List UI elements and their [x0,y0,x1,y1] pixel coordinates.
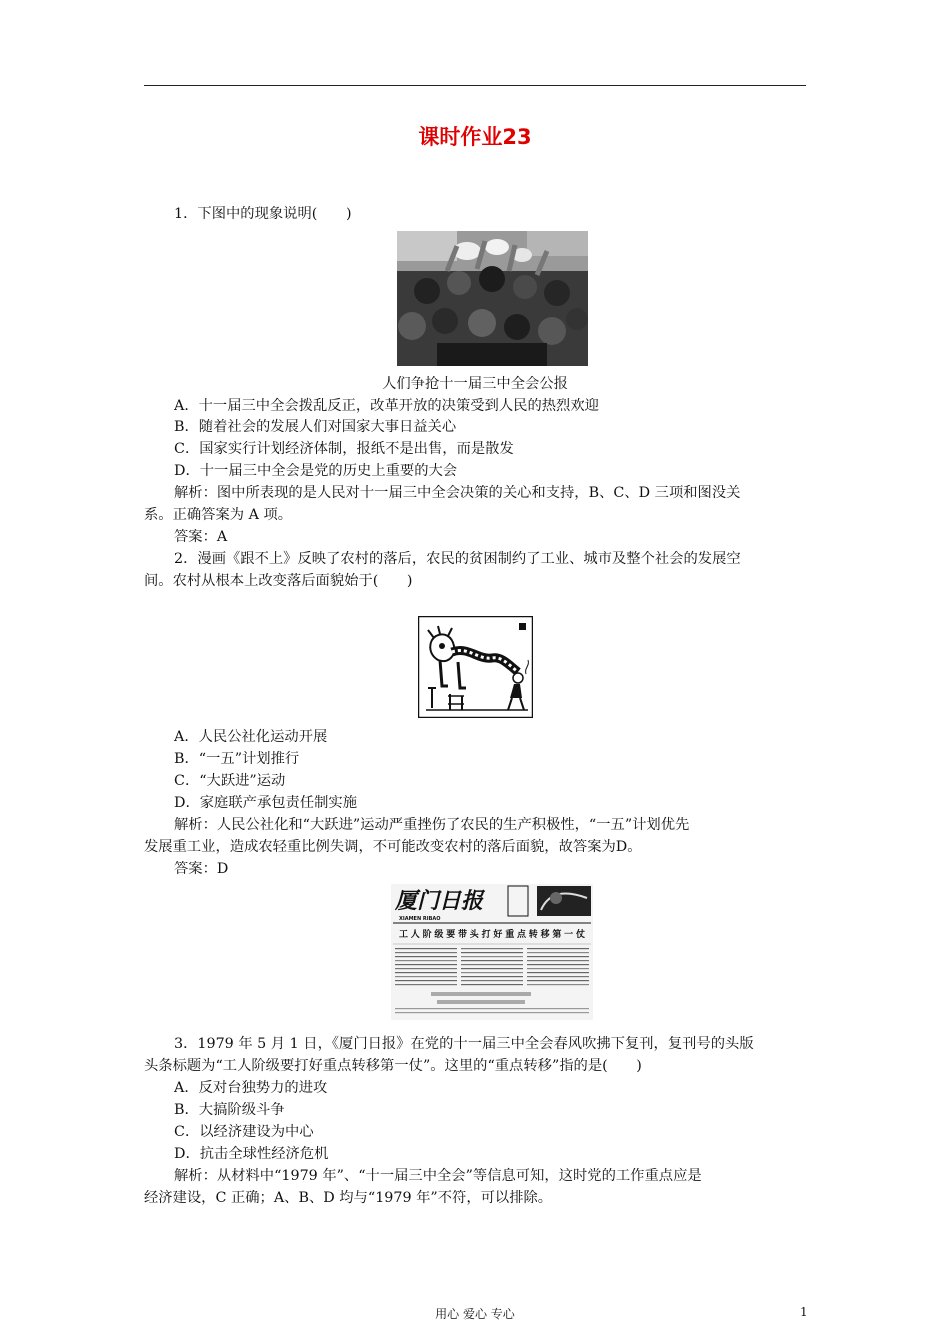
page-footer: 用心 爱心 专心 [435,1307,515,1321]
q3-option-c: C．以经济建设为中心 [174,1124,314,1140]
newspaper-headline: 工人阶级要带头打好重点转移第一仗 [399,930,585,940]
newspaper-front-page [391,884,593,1020]
question-3-stem-line-2: 头条标题为“工人阶级要打好重点转移第一仗”。这里的“重点转移”指的是( ) [144,1058,642,1074]
crowd-photo [397,231,588,366]
q3-analysis-line-1: 解析：从材料中“1979 年”、“十一届三中全会”等信息可知，这时党的工作重点应是 [174,1168,702,1184]
photo-caption: 人们争抢十一届三中全会公报 [382,376,568,392]
q1-option-b: B．随着社会的发展人们对国家大事日益关心 [174,419,457,435]
q2-option-d: D．家庭联产承包责任制实施 [174,795,358,811]
q2-option-b: B．“一五”计划推行 [174,751,300,767]
page-title: 课时作业23 [418,125,532,149]
q1-option-c: C．国家实行计划经济体制，报纸不是出售，而是散发 [174,441,514,457]
q3-option-a: A．反对台独势力的进攻 [174,1080,328,1096]
q1-option-a: A．十一届三中全会拨乱反正，改革开放的决策受到人民的热烈欢迎 [174,398,599,414]
q3-option-d: D．抗击全球性经济危机 [174,1146,329,1162]
header-rule [144,85,806,86]
lion-dance-cartoon [418,616,533,718]
q2-analysis-line-1: 解析：人民公社化和“大跃进”运动严重挫伤了农民的生产积极性，“一五”计划优先 [174,817,690,833]
page-number: 1 [800,1305,808,1319]
newspaper-masthead: 厦门日报 [395,888,484,914]
question-2-stem-line-1: 2．漫画《跟不上》反映了农村的落后，农民的贫困制约了工业、城市及整个社会的发展空 [174,551,741,567]
q1-analysis-line-2: 系。正确答案为 A 项。 [144,507,293,523]
question-1-stem: 1．下图中的现象说明( ) [174,206,352,222]
q2-analysis-line-2: 发展重工业，造成农轻重比例失调，不可能改变农村的落后面貌，故答案为D。 [144,839,642,855]
newspaper-pinyin: XIAMEN RIBAO [399,916,441,922]
q1-answer: 答案：A [174,529,228,545]
q3-analysis-line-2: 经济建设，C 正确；A、B、D 均与“1979 年”不符，可以排除。 [144,1190,553,1206]
q3-option-b: B．大搞阶级斗争 [174,1102,285,1118]
q2-option-a: A．人民公社化运动开展 [174,729,328,745]
question-2-stem-line-2: 间。农村从根本上改变落后面貌始于( ) [144,573,413,589]
question-3-stem-line-1: 3．1979 年 5 月 1 日，《厦门日报》在党的十一届三中全会春风吹拂下复刊，复刊号的头版 [174,1036,754,1052]
q2-option-c: C．“大跃进”运动 [174,773,286,789]
q2-answer: 答案：D [174,861,229,877]
q1-option-d: D．十一届三中全会是党的历史上重要的大会 [174,463,458,479]
q1-analysis-line-1: 解析：图中所表现的是人民对十一届三中全会决策的关心和支持，B、C、D 三项和图没关 [174,485,741,501]
